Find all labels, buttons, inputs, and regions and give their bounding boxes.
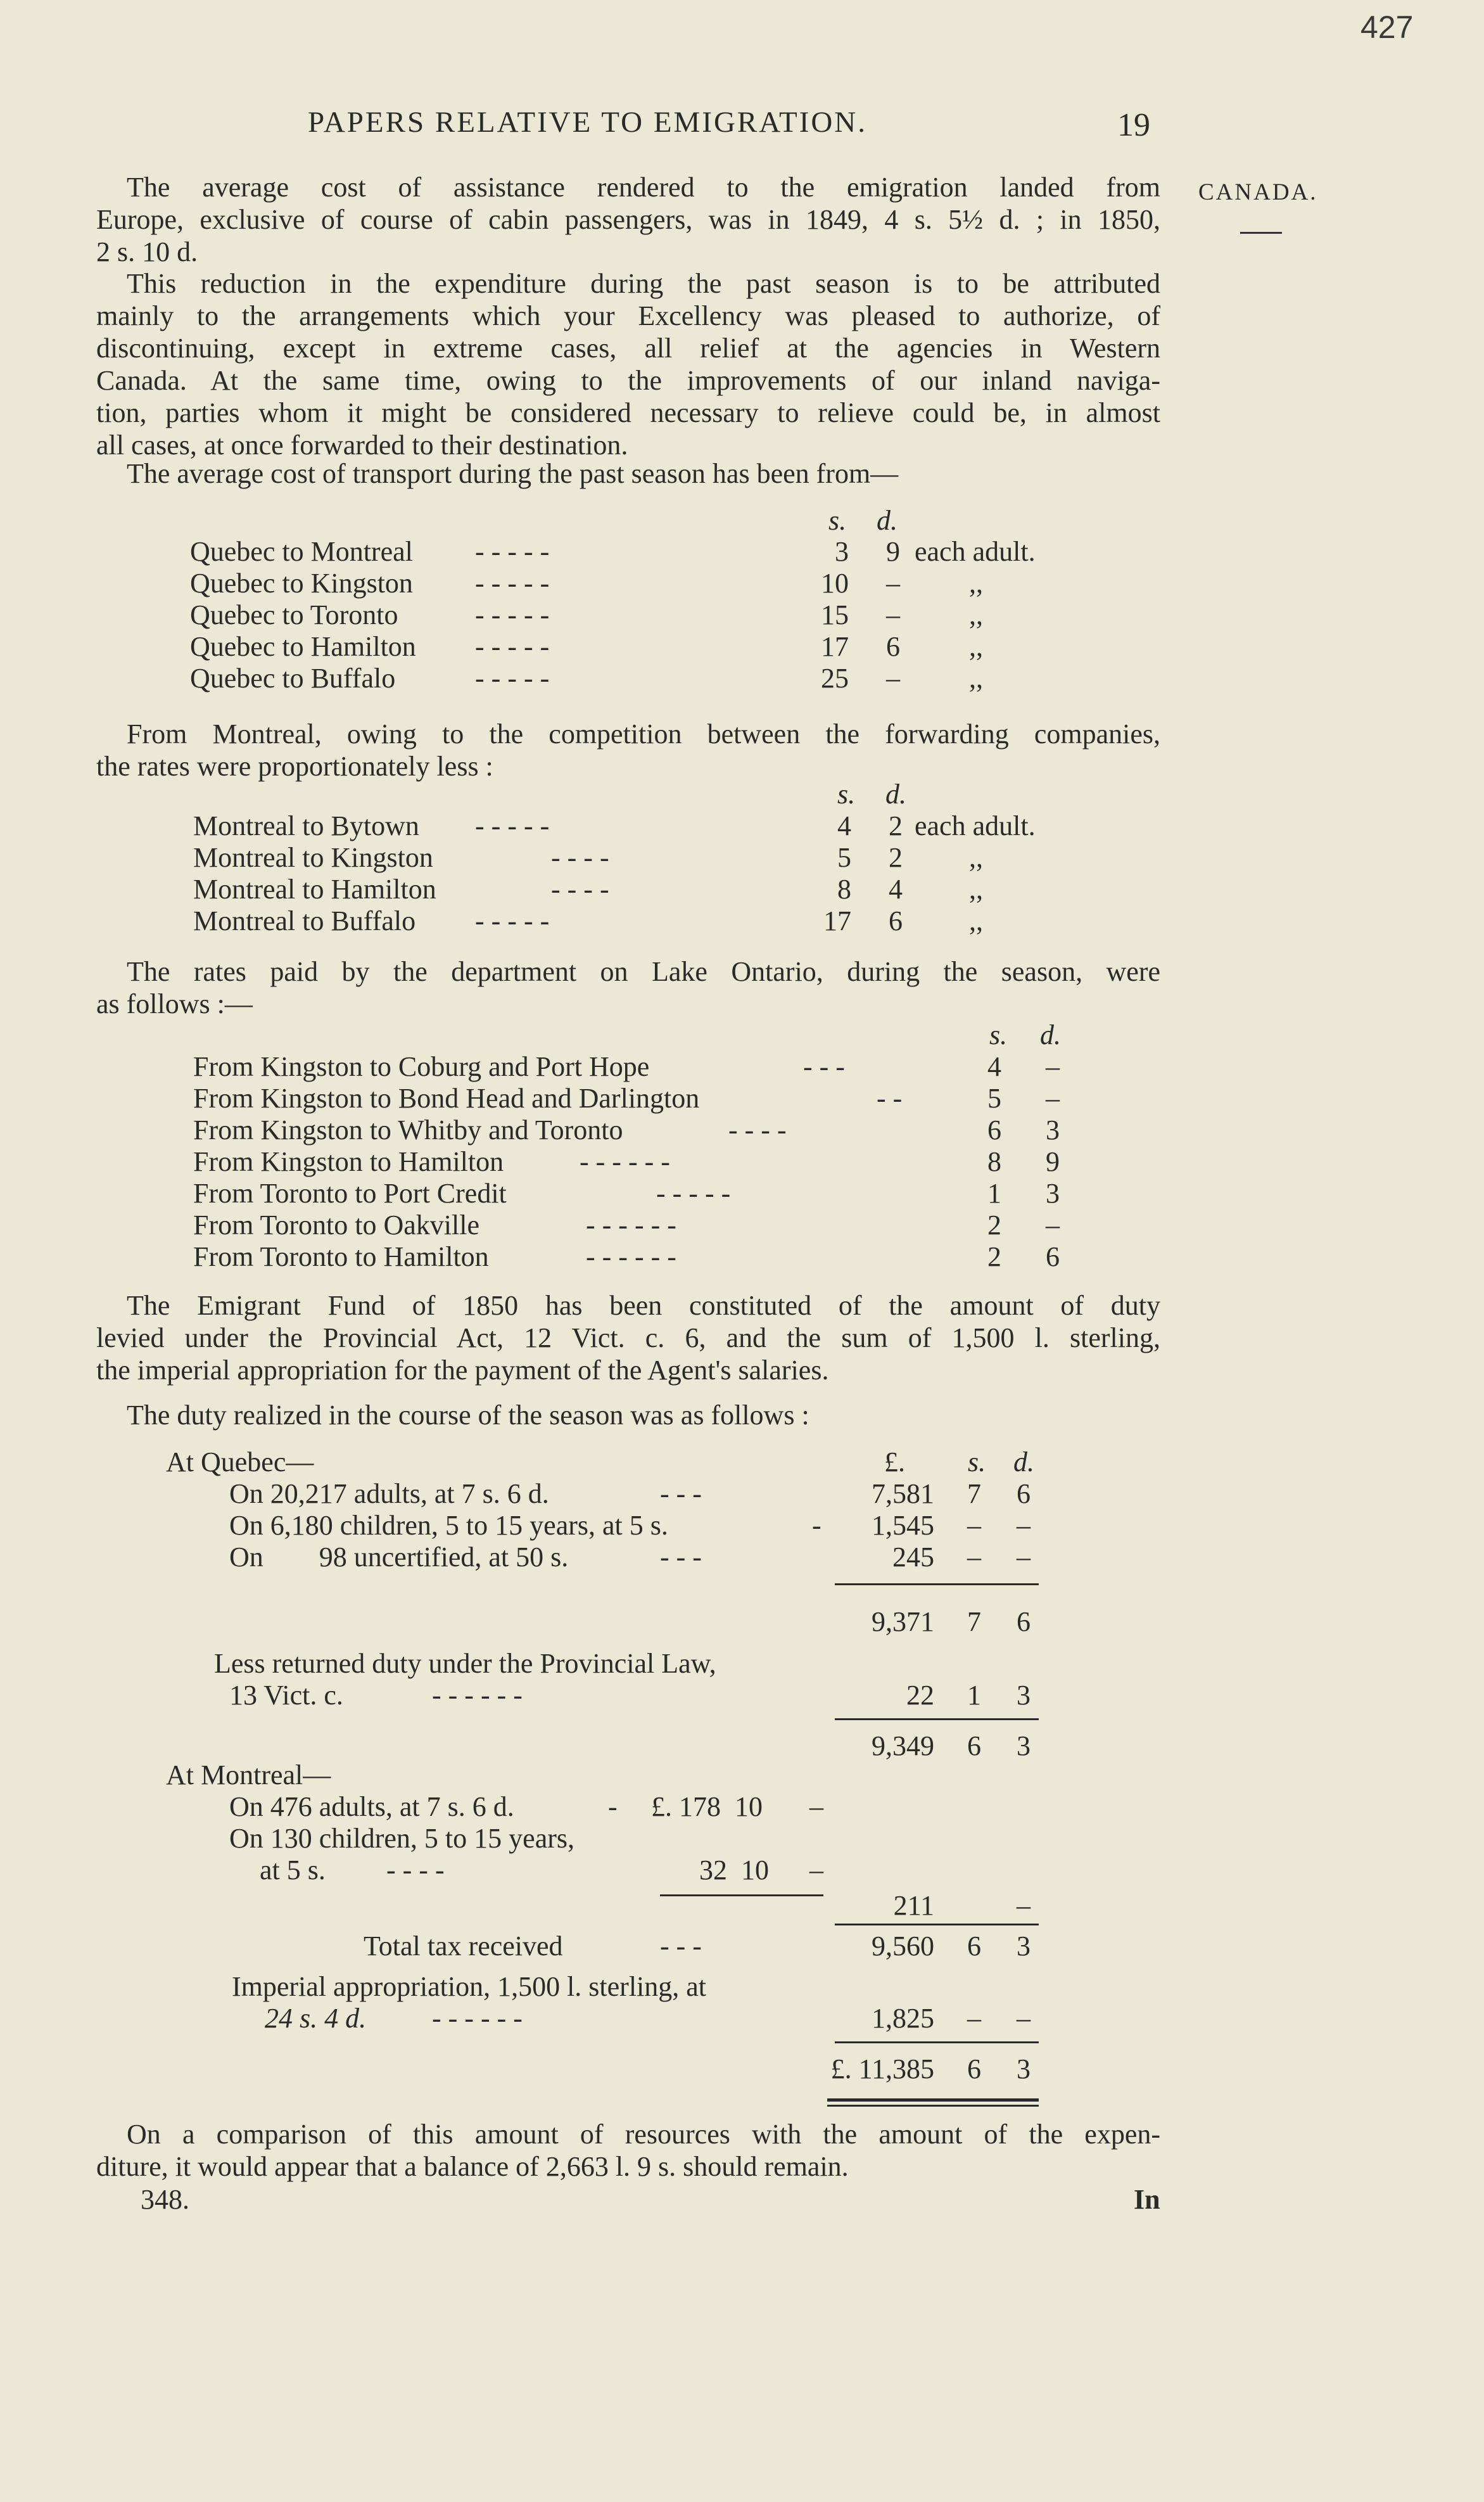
text-line: the imperial appropriation for the payment of the Agent's salaries. — [96, 1355, 829, 1386]
duty-line-text: at 5 s. — [260, 1854, 326, 1886]
rate-note: each adult. — [915, 810, 1036, 841]
route-name: Montreal to Bytown — [193, 810, 419, 841]
column-header-pence: d. — [1040, 1019, 1061, 1050]
pence-value: 6 — [886, 631, 900, 662]
sub-amount: 32 10 — [699, 1854, 769, 1886]
pence-value: 3 — [1017, 1680, 1031, 1711]
column-header-pence: d. — [885, 779, 906, 810]
pounds-value: 1,545 — [872, 1510, 934, 1541]
route-name: Quebec to Toronto — [190, 599, 398, 630]
sum-rule — [835, 2041, 1039, 2043]
route-name: From Kingston to Hamilton — [193, 1146, 504, 1177]
pence-value: 3 — [1046, 1114, 1060, 1146]
pence-value: 3 — [1017, 2053, 1031, 2084]
column-header-shillings: s. — [989, 1019, 1008, 1050]
duty-line-text: On 98 uncertified, at 50 s. — [229, 1541, 569, 1573]
column-header-pence: d. — [877, 505, 897, 536]
running-head: PAPERS RELATIVE TO EMIGRATION. — [308, 106, 867, 139]
shillings-value: 6 — [967, 2053, 981, 2084]
shillings-value: 5 — [987, 1083, 1001, 1114]
leader-dashes: - - - - - — [475, 568, 550, 599]
route-name: Montreal to Hamilton — [193, 874, 436, 905]
text-line: The Emigrant Fund of 1850 has been constituted of the amount of duty — [127, 1290, 1160, 1321]
shillings-value: 8 — [987, 1146, 1001, 1177]
shillings-value: 17 — [823, 905, 851, 936]
pence-value: – — [1046, 1083, 1060, 1114]
less-returned-line: Less returned duty under the Provincial Law, — [214, 1648, 716, 1679]
duty-line-text: 24 s. 4 d. — [265, 2003, 367, 2034]
leader-dashes: - - - - — [551, 874, 609, 905]
ditto-mark: ,, — [969, 663, 983, 694]
duty-line-text: On 130 children, 5 to 15 years, — [229, 1823, 574, 1854]
column-header-pounds: £. — [884, 1446, 905, 1478]
sub-amount: £. 178 10 — [651, 1791, 763, 1822]
text-line: discontinuing, except in extreme cases, all relief at the agencies in Western — [96, 333, 1160, 364]
leader-dashes: - - - - - — [475, 905, 550, 936]
section-head-quebec: At Quebec— — [166, 1446, 314, 1478]
shillings-value: 6 — [967, 1730, 981, 1761]
paragraph-duty-intro: The duty realized in the course of the season was as follows : — [127, 1400, 809, 1431]
text-line: The average cost of assistance rendered to the emigration landed from — [127, 172, 1160, 203]
pounds-value: 245 — [892, 1541, 934, 1573]
leader-dashes: - - - — [803, 1051, 845, 1082]
leader-dashes: - - - - - — [656, 1178, 731, 1209]
leader-dashes: - - - - - — [475, 631, 550, 662]
paragraph-reduction — [96, 267, 1160, 461]
paragraph-montreal-rates — [96, 718, 1160, 782]
pence-value: 3 — [1017, 1931, 1031, 1962]
leader-dashes: - - - — [660, 1541, 702, 1573]
route-name: From Kingston to Bond Head and Darlington — [193, 1083, 700, 1114]
column-header-pence: d. — [1013, 1446, 1034, 1478]
leader-dashes: - - - - — [728, 1114, 787, 1146]
margin-note: CANADA. — [1198, 179, 1318, 205]
leader-dashes: - - - - - - — [432, 2003, 523, 2034]
leader-dashes: - - - - - - — [580, 1146, 670, 1177]
pounds-value: 22 — [906, 1680, 934, 1711]
sum-rule — [835, 1924, 1039, 1925]
double-rule-top — [827, 2098, 1039, 2102]
route-name: Quebec to Montreal — [190, 536, 413, 567]
pence-value: 3 — [1046, 1178, 1060, 1209]
catchword: In — [1134, 2184, 1160, 2215]
pence-value: – — [1046, 1051, 1060, 1082]
shillings-value: 2 — [987, 1210, 1001, 1241]
ditto-mark: ,, — [969, 842, 983, 873]
pence-value: – — [1017, 1890, 1031, 1921]
pence-value: – — [886, 568, 900, 599]
sum-rule — [835, 1718, 1039, 1720]
shillings-value: 10 — [821, 568, 849, 599]
sum-rule — [660, 1894, 823, 1896]
text-line: 2 s. 10 d. — [96, 236, 198, 267]
signature-mark: 348. — [141, 2184, 189, 2215]
column-header-shillings: s. — [837, 779, 856, 810]
route-name: From Toronto to Oakville — [193, 1210, 479, 1241]
pence-value: 9 — [1046, 1146, 1060, 1177]
paragraph-average-cost — [96, 171, 1160, 268]
text-line: tion, parties whom it might be considered necessary to relieve could be, in almost — [96, 397, 1160, 428]
shillings-value: 2 — [987, 1241, 1001, 1272]
leader-dashes: - - - — [660, 1478, 702, 1509]
pence-value: 6 — [1017, 1606, 1031, 1637]
shillings-value: 25 — [821, 663, 849, 694]
text-line: as follows :— — [96, 988, 253, 1019]
text-line: the rates were proportionately less : — [96, 751, 493, 782]
text-line: diture, it would appear that a balance of 2,663 l. 9 s. should remain. — [96, 2151, 849, 2182]
pence-value: – — [1017, 2003, 1031, 2034]
text-line: This reduction in the expenditure during the past season is to be attributed — [127, 268, 1160, 299]
route-name: From Toronto to Port Credit — [193, 1178, 507, 1209]
pence-value: – — [1017, 1541, 1031, 1573]
text-line: Canada. At the same time, owing to the improvements of our inland naviga- — [96, 365, 1160, 396]
pounds-value: 9,371 — [872, 1606, 934, 1637]
shillings-value: – — [967, 2003, 981, 2034]
pounds-value: 9,349 — [872, 1730, 934, 1761]
shillings-value: 15 — [821, 599, 849, 630]
margin-note-rule — [1240, 232, 1282, 234]
folio-number: 19 — [1117, 107, 1150, 143]
shillings-value: 17 — [821, 631, 849, 662]
paragraph-lake-ontario-rates — [96, 955, 1160, 1020]
pence-value: – — [1017, 1510, 1031, 1541]
shillings-value: 4 — [837, 810, 851, 841]
leader-dashes: - - - - - - — [432, 1680, 523, 1711]
shillings-value: 5 — [837, 842, 851, 873]
leader-dashes: - — [608, 1791, 618, 1822]
ditto-mark: ,, — [969, 874, 983, 905]
pence-value: – — [1046, 1210, 1060, 1241]
leader-dashes: - - - - - — [475, 810, 550, 841]
duty-line-text: On 6,180 children, 5 to 15 years, at 5 s. — [229, 1510, 668, 1541]
pence-value: 2 — [889, 810, 903, 841]
leader-dashes: - - - - — [386, 1854, 445, 1886]
leader-dashes: - - - - - - — [586, 1241, 676, 1272]
sub-amount-pence: – — [809, 1791, 823, 1822]
ditto-mark: ,, — [969, 599, 983, 630]
leader-dashes: - - - — [660, 1931, 702, 1962]
route-name: From Toronto to Hamilton — [193, 1241, 489, 1272]
section-head-montreal: At Montreal— — [166, 1759, 331, 1790]
route-name: Montreal to Kingston — [193, 842, 433, 873]
shillings-value: 1 — [987, 1178, 1001, 1209]
sum-rule — [835, 1583, 1039, 1585]
pence-value: 6 — [1017, 1478, 1031, 1509]
pence-value: 6 — [1046, 1241, 1060, 1272]
paragraph-transport-intro: The average cost of transport during the past season has been from— — [127, 458, 899, 489]
leader-dashes: - - - - - — [475, 599, 550, 630]
pence-value: – — [886, 599, 900, 630]
route-name: From Kingston to Whitby and Toronto — [193, 1114, 623, 1146]
leader-dashes: - - - - - - — [586, 1210, 676, 1241]
shillings-value: 6 — [967, 1931, 981, 1962]
pounds-value: 9,560 — [872, 1931, 934, 1962]
route-name: Quebec to Hamilton — [190, 631, 416, 662]
shillings-value: 8 — [837, 874, 851, 905]
text-line: Europe, exclusive of course of cabin passengers, was in 1849, 4 s. 5½ d. ; in 1850, — [96, 204, 1160, 235]
pounds-value: £. 11,385 — [830, 2053, 934, 2084]
leader-dashes: - - - - - — [475, 663, 550, 694]
text-line: all cases, at once forwarded to their destination. — [96, 430, 628, 461]
pence-value: 6 — [889, 905, 903, 936]
pounds-value: 211 — [893, 1890, 934, 1921]
text-line: mainly to the arrangements which your Excellency was pleased to authorize, of — [96, 300, 1160, 331]
duty-line-text: On 476 adults, at 7 s. 6 d. — [229, 1791, 514, 1822]
ditto-mark: ,, — [969, 905, 983, 936]
shillings-value: 6 — [987, 1114, 1001, 1146]
sheet-number: 427 — [1360, 10, 1414, 45]
route-name: Quebec to Kingston — [190, 568, 413, 599]
double-rule-bottom — [827, 2105, 1039, 2107]
duty-line-text: On 20,217 adults, at 7 s. 6 d. — [229, 1478, 549, 1509]
shillings-value: 7 — [967, 1606, 981, 1637]
pounds-value: 1,825 — [872, 2003, 934, 2034]
shillings-value: 7 — [967, 1478, 981, 1509]
shillings-value: 3 — [835, 536, 849, 567]
route-name: From Kingston to Coburg and Port Hope — [193, 1051, 650, 1082]
ditto-mark: ,, — [969, 631, 983, 662]
text-line: On a comparison of this amount of resources with the amount of the expen- — [127, 2119, 1160, 2150]
leader-dashes: - - — [877, 1083, 903, 1114]
paragraph-emigrant-fund — [96, 1289, 1160, 1386]
pence-value: 9 — [886, 536, 900, 567]
shillings-value: 4 — [987, 1051, 1001, 1082]
shillings-value: – — [967, 1510, 981, 1541]
leader-dashes: - - - - — [551, 842, 609, 873]
text-line: From Montreal, owing to the competition between the forwarding companies, — [127, 718, 1160, 750]
leader-dashes: - — [812, 1510, 821, 1541]
shillings-value: 1 — [967, 1680, 981, 1711]
duty-line-text: 13 Vict. c. — [229, 1680, 343, 1711]
text-line: The rates paid by the department on Lake Ontario, during the season, were — [127, 956, 1160, 987]
imperial-line: Imperial appropriation, 1,500 l. sterling, at — [232, 1971, 707, 2002]
pence-value: 2 — [889, 842, 903, 873]
pence-value: 4 — [889, 874, 903, 905]
column-header-shillings: s. — [828, 505, 847, 536]
pounds-value: 7,581 — [872, 1478, 934, 1509]
column-header-shillings: s. — [968, 1446, 986, 1478]
paragraph-balance — [96, 2118, 1160, 2183]
sub-amount-pence: – — [809, 1854, 823, 1886]
route-name: Montreal to Buffalo — [193, 905, 416, 936]
route-name: Quebec to Buffalo — [190, 663, 396, 694]
pence-value: 3 — [1017, 1730, 1031, 1761]
ditto-mark: ,, — [969, 568, 983, 599]
total-label: Total tax received — [364, 1931, 563, 1962]
shillings-value: – — [967, 1541, 981, 1573]
text-line: levied under the Provincial Act, 12 Vict. c. 6, and the sum of 1,500 l. sterling, — [96, 1322, 1160, 1353]
pence-value: – — [886, 663, 900, 694]
rate-note: each adult. — [915, 536, 1036, 567]
leader-dashes: - - - - - — [475, 536, 550, 567]
